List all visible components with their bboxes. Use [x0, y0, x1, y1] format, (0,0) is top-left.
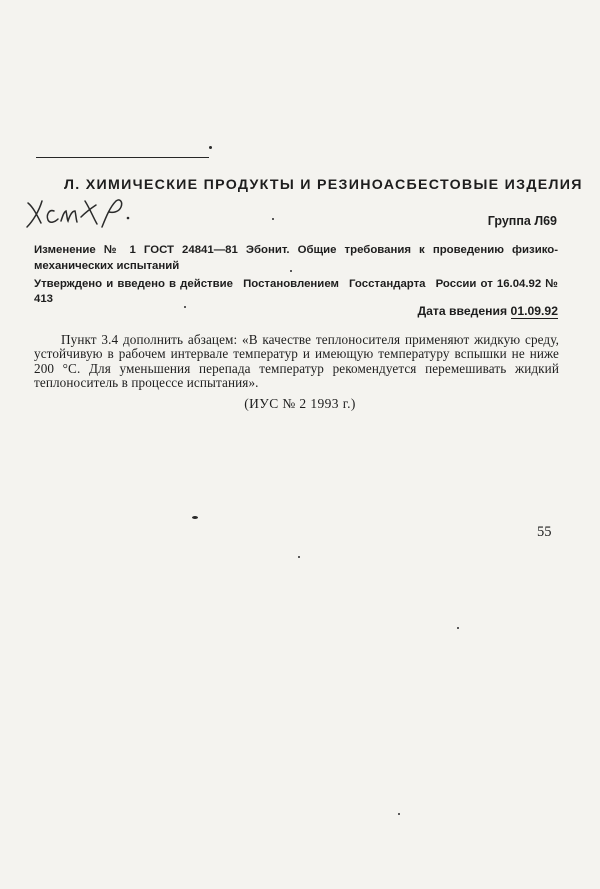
scan-speck — [192, 516, 198, 519]
page-number: 55 — [537, 524, 552, 540]
section-title: Л. ХИМИЧЕСКИЕ ПРОДУКТЫ И РЕЗИНОАСБЕСТОВЫЕ ИЗДЕЛИЯ — [64, 177, 583, 193]
approval-part-3: Госстандарта — [349, 278, 426, 290]
group-label: Группа Л69 — [487, 214, 557, 228]
approval-part-1: Утверждено и введено в действие — [34, 278, 233, 290]
introduction-date-label: Дата введения — [417, 304, 508, 318]
handwritten-note — [24, 193, 144, 235]
scan-speck — [298, 556, 300, 558]
change-title: Изменение № 1 ГОСТ 24841—81 Эбонит. Общие требования к проведению физико-механических испытаний — [34, 244, 558, 272]
ius-reference: (ИУС № 2 1993 г.) — [244, 396, 356, 411]
approval-part-5: от 16.04.92 № 413 — [34, 278, 559, 305]
top-rule — [36, 157, 209, 158]
approval-part-2: Постановлением — [243, 278, 339, 290]
scan-speck — [457, 627, 459, 629]
approval-statement — [34, 277, 558, 307]
scan-speck — [290, 270, 292, 272]
scan-speck — [184, 306, 186, 308]
amendment-text: Пункт 3.4 дополнить абзацем: «В качестве теплоносителя применяют жидкую среду, устойчивую в рабочем интервале температур и имеющую температуру вспышки не ниже 200 °С. Для уменьшения перепада температур рекомендуется перемешивать жидкий теплоноситель в процессе испытания». — [34, 332, 559, 390]
scan-speck — [272, 218, 274, 220]
approval-part-4: России — [435, 278, 477, 290]
scan-speck — [209, 146, 212, 149]
scan-speck — [398, 813, 400, 815]
introduction-date-value: 01.09.92 — [510, 304, 558, 318]
introduction-date — [417, 304, 558, 318]
